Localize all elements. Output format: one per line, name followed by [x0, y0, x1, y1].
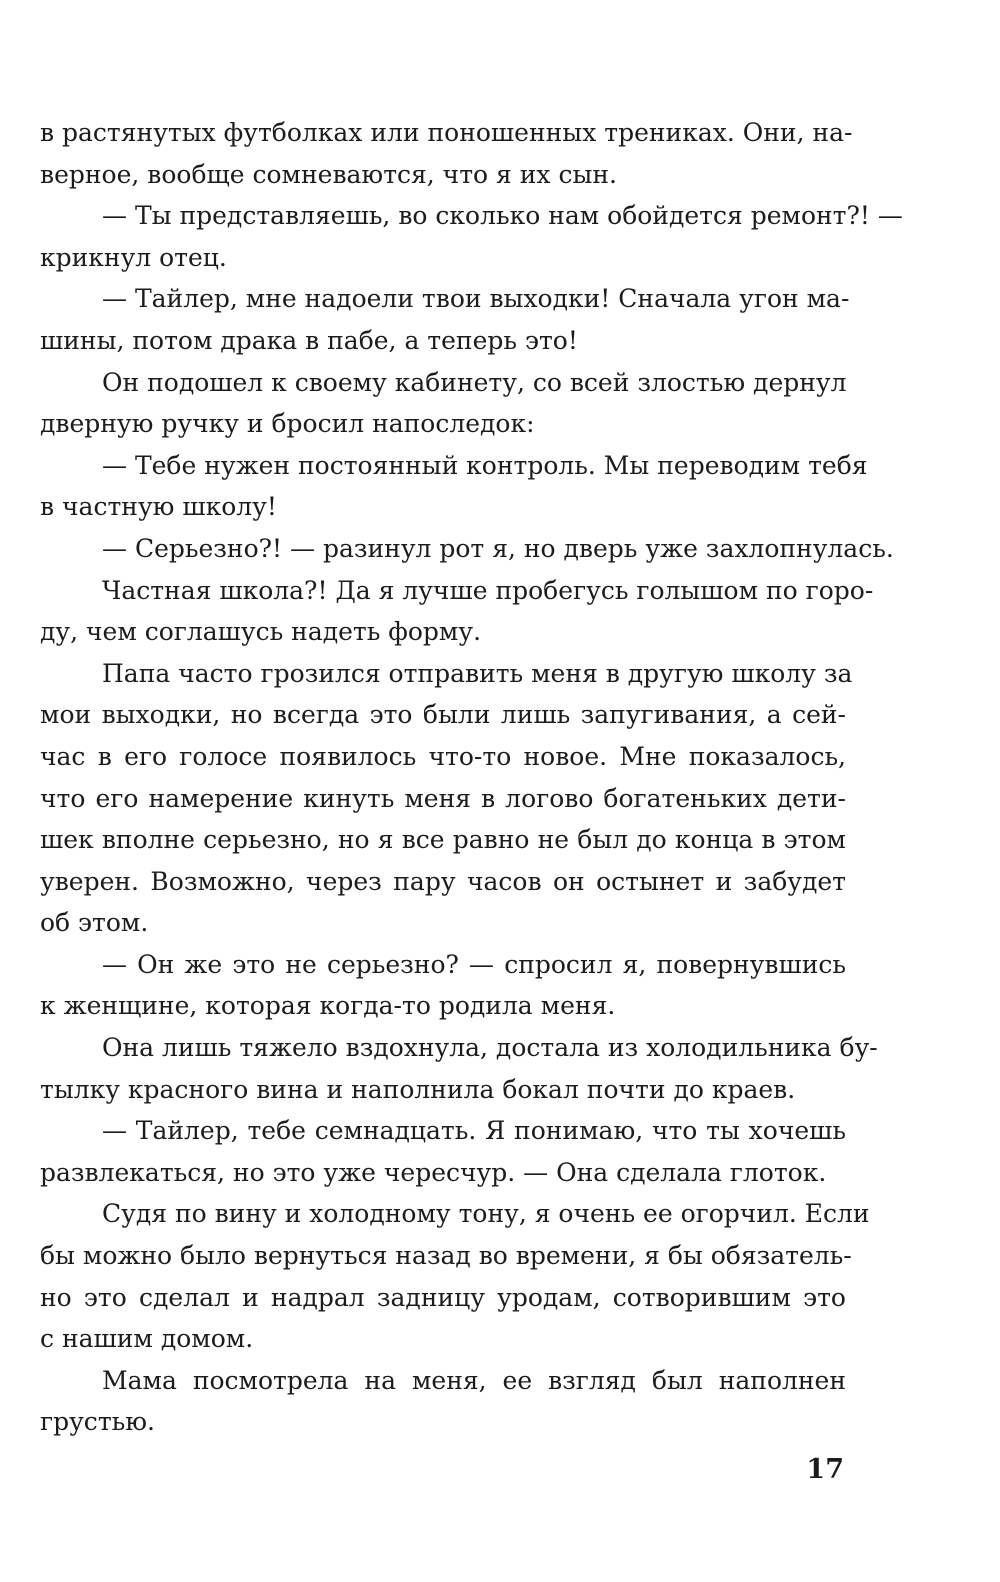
text-line: Частная школа?! Да я лучше пробегусь голышом по горо- [102, 575, 874, 605]
text-line: бы можно было вернуться назад во времени, я бы обязатель- [40, 1241, 852, 1271]
text-line: что его намерение кинуть меня в логово богатеньких дети- [40, 783, 846, 813]
text-line: крикнул отец. [40, 242, 227, 272]
text-line: час в его голосе появилось что-то новое. Мне показалось, [40, 741, 846, 771]
text-line: развлекаться, но это уже чересчур. — Она сделала глоток. [40, 1157, 827, 1187]
text-line: шины, потом драка в пабе, а теперь это! [40, 325, 578, 355]
text-line: грустью. [40, 1407, 155, 1437]
text-line: об этом. [40, 908, 149, 938]
text-line: — Тебе нужен постоянный контроль. Мы переводим тебя [102, 450, 868, 480]
text-line: но это сделал и надрал задницу уродам, сотворившим это [40, 1282, 846, 1312]
text-line: тылку красного вина и наполнила бокал почти до краев. [40, 1074, 796, 1104]
text-line: мои выходки, но всегда это были лишь запугивания, а сей- [40, 700, 846, 730]
text-line: — Он же это не серьезно? — спросил я, повернувшись [102, 949, 846, 979]
text-line: — Тайлер, тебе семнадцать. Я понимаю, что ты хочешь [102, 1116, 846, 1146]
book-page [40, 112, 903, 1443]
text-line: в частную школу! [40, 492, 277, 522]
text-line: шек вполне серьезно, но я все равно не был до конца в этом [40, 825, 846, 855]
page-number: 17 [806, 1454, 844, 1485]
text-line: — Серьезно?! — разинул рот я, но дверь уже захлопнулась. [102, 533, 894, 563]
text-line: Папа часто грозился отправить меня в другую школу за [102, 658, 853, 688]
text-line: уверен. Возможно, через пару часов он остынет и забудет [40, 866, 846, 896]
text-line: Мама посмотрела на меня, ее взгляд был наполнен [102, 1365, 846, 1395]
text-line: — Ты представляешь, во сколько нам обойдется ремонт?! — [102, 201, 903, 231]
text-line: к женщине, которая когда-то родила меня. [40, 991, 616, 1021]
text-line: верное, вообще сомневаются, что я их сын. [40, 159, 617, 189]
text-line: — Тайлер, мне надоели твои выходки! Сначала угон ма- [102, 284, 850, 314]
text-line: Судя по вину и холодному тону, я очень ее огорчил. Если [102, 1199, 870, 1229]
text-line: дверную ручку и бросил напоследок: [40, 409, 535, 439]
text-line: в растянутых футболках или поношенных трениках. Они, на- [40, 118, 853, 147]
text-line: ду, чем соглашусь надеть форму. [40, 617, 482, 647]
text-line: с нашим домом. [40, 1324, 254, 1354]
text-line: Он подошел к своему кабинету, со всей злостью дернул [102, 367, 847, 397]
text-line: Она лишь тяжело вздохнула, достала из холодильника бу- [102, 1033, 878, 1063]
